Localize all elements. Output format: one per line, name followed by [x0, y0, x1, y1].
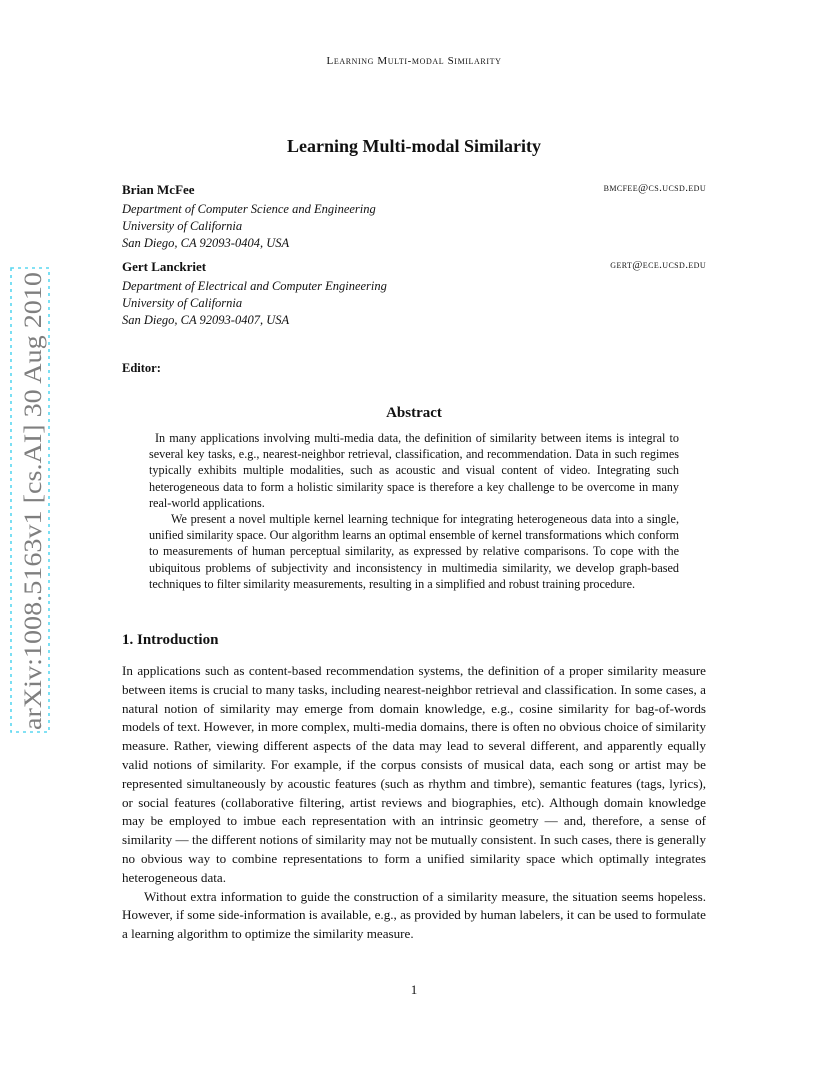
- affiliation-line: Department of Electrical and Computer Engineering: [122, 279, 387, 293]
- section-heading: 1. Introduction: [122, 632, 219, 648]
- body-paragraph: Without extra information to guide the construction of a similarity measure, the situation seems hopeless. However, if some side-information is available, e.g., as provided by human labelers, it can be used to formulate a learning algorithm to optimize the similarity measure.: [122, 888, 706, 942]
- affiliation-line: University of California: [122, 219, 243, 233]
- abstract-heading: Abstract: [386, 405, 442, 421]
- arxiv-stamp-graphic: [8, 265, 52, 735]
- author-email: gert@ece.ucsd.edu: [610, 259, 706, 271]
- arxiv-stamp: [8, 265, 52, 735]
- author-affiliation: [122, 201, 706, 252]
- abstract-paragraph: We present a novel multiple kernel learning technique for integrating heterogeneous data into a single, unified similarity space. Our algorithm learns an optimal ensemble of kernel transformations which conform to measurements of human perceptual similarity, as expressed by relative comparisons. To cope with the ubiquitous problems of subjectivity and inconsistency in multimedia similarity, we develop graph-based techniques to filter similarity measurements, resulting in a simplified and robust training procedure.: [149, 512, 679, 591]
- running-head: Learning Multi-modal Similarity: [326, 55, 502, 67]
- author-block: [122, 258, 706, 329]
- author-block: [122, 181, 706, 252]
- section-body: [122, 662, 706, 944]
- arxiv-id-text: arXiv:1008.5163v1 [cs.AI] 30 Aug 2010: [20, 323, 47, 730]
- abstract-paragraph: In many applications involving multi-media data, the definition of similarity between items is integral to several key tasks, e.g., nearest-neighbor retrieval, classification, and recommendation. Data in such regimes typically exhibits multiple modalities, such as acoustic and visual content of video. Integrating such heterogeneous data to form a holistic similarity space is therefore a key challenge to be overcome in many real-world applications.: [149, 431, 679, 510]
- author-name: Brian McFee: [122, 182, 195, 197]
- abstract-body: [149, 430, 679, 592]
- affiliation-line: University of California: [122, 296, 243, 310]
- paper-title: Learning Multi-modal Similarity: [287, 136, 541, 156]
- editor-label: Editor:: [122, 361, 161, 375]
- page-number: 1: [410, 982, 418, 997]
- affiliation-line: Department of Computer Science and Engineering: [122, 202, 376, 216]
- affiliation-line: San Diego, CA 92093-0404, USA: [122, 236, 290, 250]
- body-paragraph: In applications such as content-based recommendation systems, the definition of a proper similarity measure between items is crucial to many tasks, including nearest-neighbor retrieval and classification. In some cases, a natural notion of similarity may emerge from domain knowledge, e.g., cosine similarity for bag-of-words models of text. However, in more complex, multi-media domains, there is often no obvious choice of similarity measure. Rather, viewing different aspects of the data may lead to several different, and apparently equally valid notions of similarity. For example, if the corpus consists of musical data, each song or artist may be represented simultaneously by acoustic features (such as rhythm and timbre), semantic features (tags, lyrics), or social features (collaborative filtering, artist reviews and biographies, etc). Although domain knowledge may be employed to imbue each representation with an intrinsic geometry — and, therefore, a sense of similarity — the different notions of similarity may not be mutually consistent. In such cases, there is generally no obvious way to combine representations to form a unified similarity space which optimally integrates heterogeneous data.: [122, 663, 706, 885]
- affiliation-line: San Diego, CA 92093-0407, USA: [122, 313, 290, 327]
- author-name: Gert Lanckriet: [122, 259, 207, 274]
- author-email: bmcfee@cs.ucsd.edu: [603, 182, 706, 194]
- author-affiliation: [122, 278, 706, 329]
